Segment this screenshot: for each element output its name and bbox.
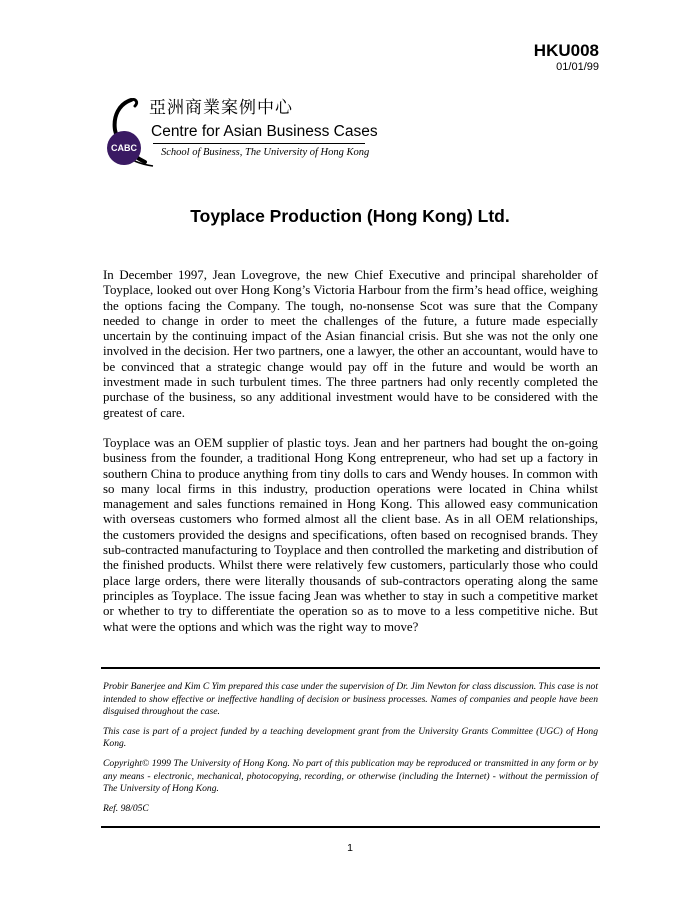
footnote-top-rule bbox=[101, 667, 600, 669]
case-date: 01/01/99 bbox=[556, 61, 599, 73]
case-body bbox=[103, 268, 598, 650]
logo-school-name: School of Business, The University of Hong Kong bbox=[161, 147, 370, 158]
footnote-copyright: Copyright© 1999 The University of Hong Kong. No part of this publication may be reproduced or transmitted in any form or by any means - electronic, mechanical, photocopying, recording, or otherwise (including the Internet) - without the permission of The University of Hong Kong. bbox=[103, 757, 598, 795]
page-number: 1 bbox=[347, 842, 353, 854]
footnote-funding: This case is part of a project funded by a teaching development grant from the University Grants Committee (UGC) of Hong Kong. bbox=[103, 725, 598, 750]
footnotes bbox=[103, 681, 598, 822]
cabc-logo bbox=[101, 96, 378, 168]
logo-divider bbox=[153, 143, 365, 144]
footnote-bottom-rule bbox=[101, 826, 600, 828]
case-title: Toyplace Production (Hong Kong) Ltd. bbox=[190, 206, 510, 226]
body-paragraph: In December 1997, Jean Lovegrove, the new Chief Executive and principal shareholder of Toyplace, looked out over Hong Kong’s Victoria Harbour from the firm’s head office, weighing the options facing the Company. The tough, no-nonsense Scot was sure that the Company needed to change in order to meet the challenges of the future, a future made especially uncertain by the continuing impact of the Asian financial crisis. But she was not the only one involved in the decision. Her two partners, one a lawyer, the other an accountant, would have to be convinced that a strategic change would pay off in the future and would be worth an investment made in such turbulent times. The three partners had only recently completed the purchase of the business, so any additional investment would have to be considered with the greatest of care. bbox=[103, 268, 598, 420]
logo-chinese-name: 亞洲商業案例中心 bbox=[149, 98, 293, 118]
case-code-block bbox=[534, 41, 599, 74]
case-code: HKU008 bbox=[533, 41, 599, 60]
footnote-reference: Ref. 98/05C bbox=[103, 802, 149, 814]
body-paragraph: Toyplace was an OEM supplier of plastic toys. Jean and her partners had bought the on-going business from the founder, a traditional Hong Kong entrepreneur, who had set up a factory in southern China to produce anything from tiny dolls to cars and Wendy houses. In common with so many local firms in this industry, production operations were located in China whilst management and sales functions remained in Hong Kong. This allowed easy communication with overseas customers who formed almost all the client base. As in all OEM relationships, the customers provided the designs and specifications, often based on recognised brands. They sub-contracted manufacturing to Toyplace and then controlled the marketing and distribution of the finished products. Whilst there were relatively few customers, particularly those who could place large orders, there were literally thousands of sub-contractors operating along the same principles as Toyplace. The issue facing Jean was whether to stay in such a competitive market or whether to try to differentiate the operation so as to move to a less competitive niche. But what were the options and which was the right way to move? bbox=[103, 435, 598, 634]
cabc-badge: CABC bbox=[107, 131, 141, 165]
footnote-authors: Probir Banerjee and Kim C Yim prepared this case under the supervision of Dr. Jim Newton for class discussion. This case is not intended to show effective or ineffective handling of decision or business processes. Names of companies and people have been disguised throughout the case. bbox=[103, 681, 598, 718]
logo-english-name: Centre for Asian Business Cases bbox=[151, 123, 378, 140]
